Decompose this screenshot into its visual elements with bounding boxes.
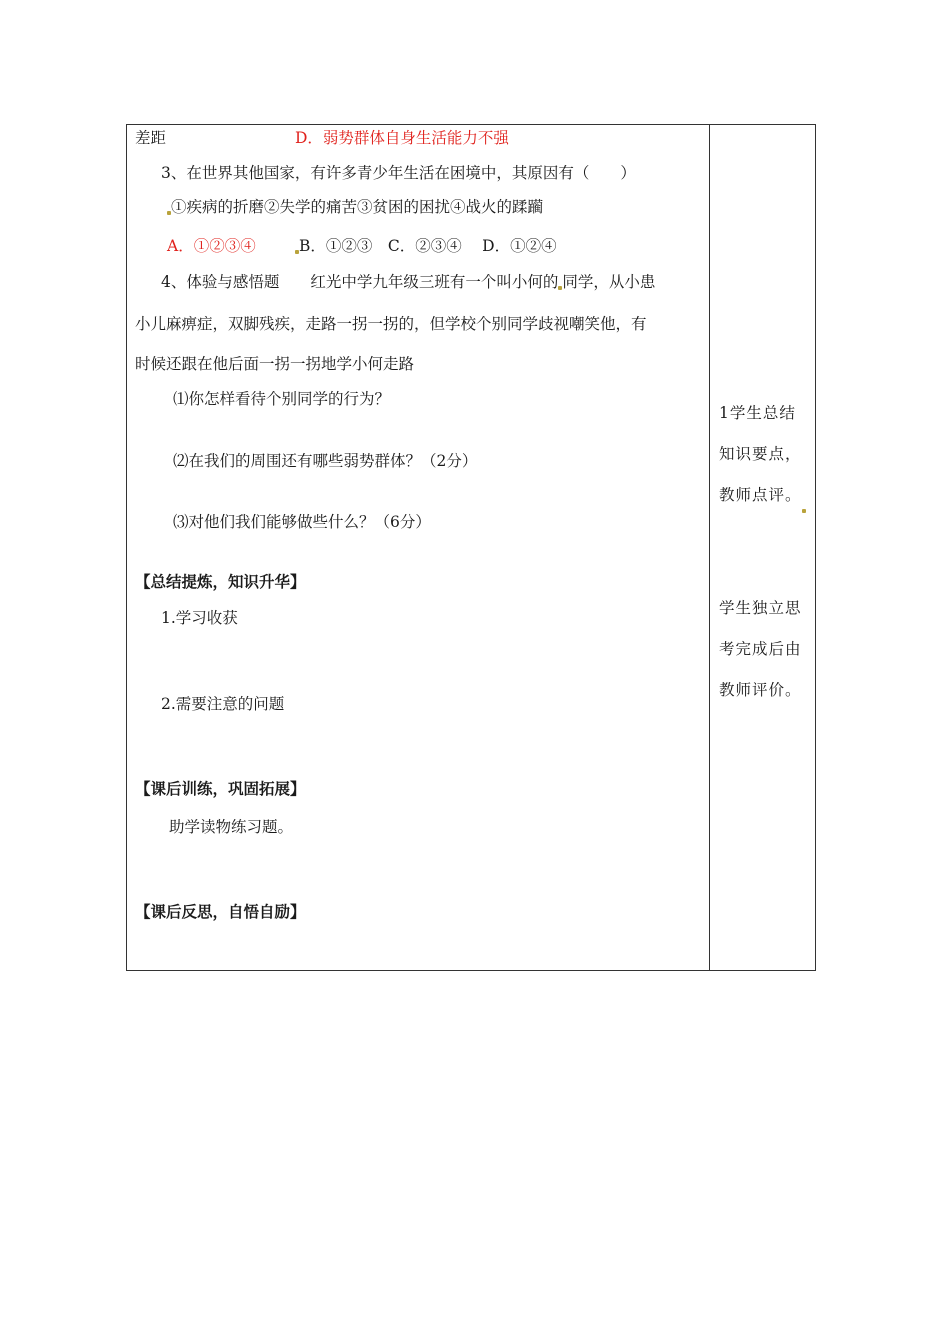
homework-text: 助学读物练习题。 xyxy=(169,818,294,836)
homework-heading: 【课后训练，巩固拓展】 xyxy=(135,779,306,798)
reflection-heading: 【课后反思，自悟自励】 xyxy=(135,902,306,921)
option-d-text: D．弱势群体自身生活能力不强 xyxy=(295,129,509,147)
summary-heading: 【总结提炼，知识升华】 xyxy=(135,572,306,591)
question-3-options xyxy=(167,196,543,218)
marker-icon xyxy=(802,509,806,513)
side-note-2-line-2: 考完成后由 xyxy=(719,640,802,658)
question-3-answer-a: A．①②③④ xyxy=(167,237,256,255)
summary-item-2: 2.需要注意的问题 xyxy=(161,695,285,713)
question-4-line-2: 小儿麻痹症，双脚残疾，走路一拐一拐的，但学校个别同学歧视嘲笑他，有 xyxy=(135,315,647,333)
summary-item-1: 1.学习收获 xyxy=(161,609,238,627)
question-3-answer-rest-text: B．①②③ C．②③④ D．①②④ xyxy=(299,237,557,255)
side-note-1-line-3-text: 教师点评。 xyxy=(719,486,802,504)
column-divider xyxy=(709,125,710,970)
question-4-line-3: 时候还跟在他后面一拐一拐地学小何走路 xyxy=(135,355,415,373)
question-4-sub-2: ⑵在我们的周围还有哪些弱势群体？（2分） xyxy=(173,452,478,470)
question-4-sub-3: ⑶对他们我们能够做些什么？（6分） xyxy=(173,513,431,531)
side-note-2-line-3: 教师评价。 xyxy=(719,681,802,699)
side-note-1-line-3 xyxy=(719,475,811,516)
question-4-line-1-part-1: 4、体验与感悟题 红光中学九年级三班有一个叫小何的 xyxy=(161,273,559,291)
side-note-1 xyxy=(719,393,811,516)
question-4-sub-1: ⑴你怎样看待个别同学的行为？ xyxy=(173,390,391,408)
line0-left-text: 差距 xyxy=(135,129,167,147)
side-note-2 xyxy=(719,588,811,711)
side-note-1-line-2: 知识要点， xyxy=(719,445,802,463)
question-3-options-text: ①疾病的折磨②失学的痛苦③贫困的困扰④战火的蹂躏 xyxy=(171,198,544,216)
question-3-text: 3、在世界其他国家，有许多青少年生活在困境中，其原因有（ ） xyxy=(161,164,636,182)
question-3-answer-rest xyxy=(295,235,557,257)
lesson-table xyxy=(126,124,816,971)
question-4-line-1-part-2: 同学，从小患 xyxy=(562,273,656,291)
side-note-1-line-1: 1学生总结 xyxy=(719,404,796,422)
side-note-2-line-1: 学生独立思 xyxy=(719,599,802,617)
question-4-line-1 xyxy=(161,271,655,293)
